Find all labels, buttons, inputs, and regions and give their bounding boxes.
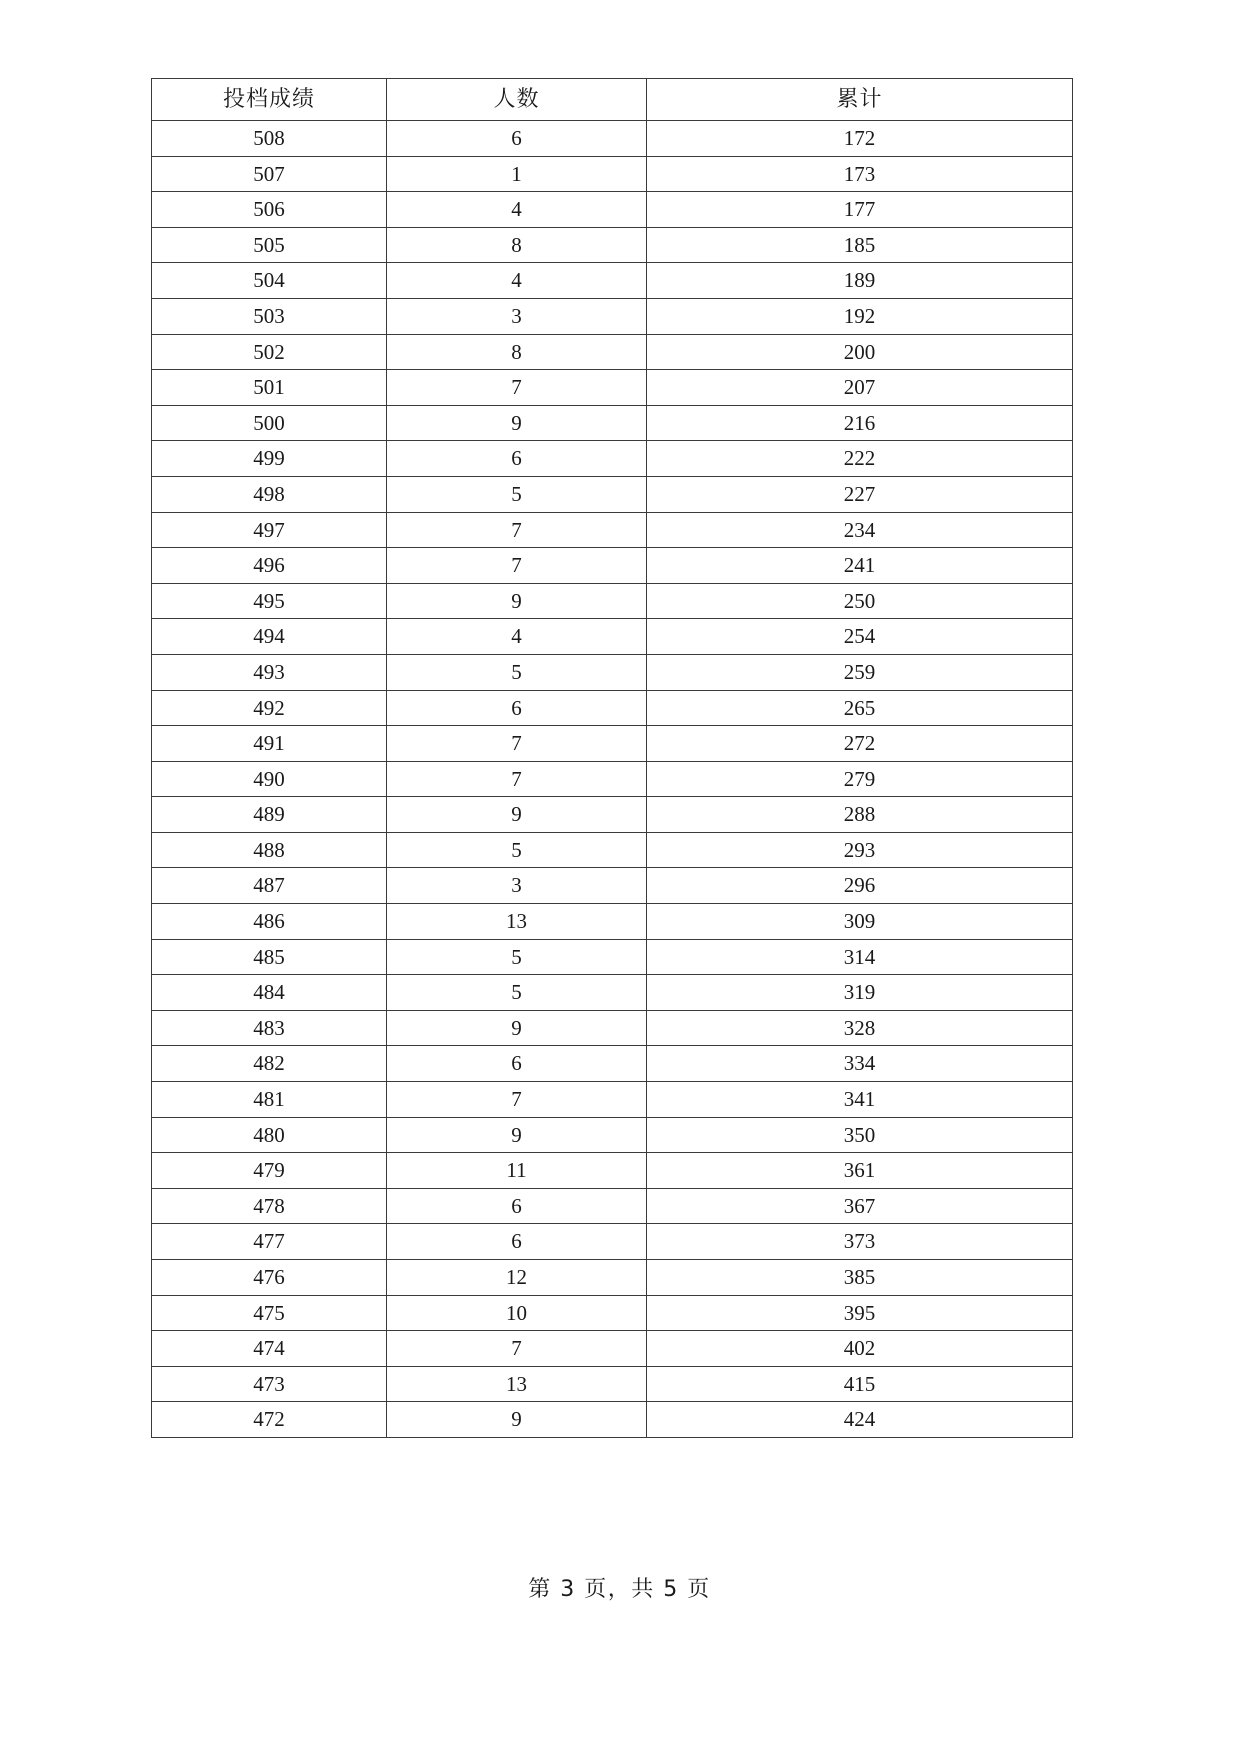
cell-count: 5 bbox=[387, 939, 647, 975]
cell-cumulative: 250 bbox=[647, 583, 1073, 619]
cell-cumulative: 296 bbox=[647, 868, 1073, 904]
cell-cumulative: 319 bbox=[647, 975, 1073, 1011]
cell-count: 6 bbox=[387, 441, 647, 477]
table-row bbox=[152, 583, 1073, 619]
cell-cumulative: 334 bbox=[647, 1046, 1073, 1082]
table-row bbox=[152, 263, 1073, 299]
cell-score: 490 bbox=[152, 761, 387, 797]
table-row bbox=[152, 298, 1073, 334]
cell-score: 482 bbox=[152, 1046, 387, 1082]
cell-cumulative: 279 bbox=[647, 761, 1073, 797]
table-row bbox=[152, 1046, 1073, 1082]
table-row bbox=[152, 1010, 1073, 1046]
table-row bbox=[152, 939, 1073, 975]
cell-cumulative: 293 bbox=[647, 832, 1073, 868]
table-row bbox=[152, 832, 1073, 868]
cell-count: 3 bbox=[387, 298, 647, 334]
cell-count: 4 bbox=[387, 263, 647, 299]
cell-cumulative: 309 bbox=[647, 904, 1073, 940]
cell-count: 9 bbox=[387, 1402, 647, 1438]
cell-score: 476 bbox=[152, 1260, 387, 1296]
cell-count: 5 bbox=[387, 832, 647, 868]
cell-count: 4 bbox=[387, 619, 647, 655]
cell-count: 7 bbox=[387, 1082, 647, 1118]
cell-score: 486 bbox=[152, 904, 387, 940]
table-body bbox=[152, 121, 1073, 1438]
cell-score: 484 bbox=[152, 975, 387, 1011]
cell-score: 475 bbox=[152, 1295, 387, 1331]
cell-cumulative: 216 bbox=[647, 405, 1073, 441]
table-row bbox=[152, 1402, 1073, 1438]
table-row bbox=[152, 1295, 1073, 1331]
cell-cumulative: 341 bbox=[647, 1082, 1073, 1118]
table-row bbox=[152, 156, 1073, 192]
cell-count: 6 bbox=[387, 121, 647, 157]
cell-score: 473 bbox=[152, 1366, 387, 1402]
cell-count: 5 bbox=[387, 476, 647, 512]
table-row bbox=[152, 761, 1073, 797]
cell-count: 9 bbox=[387, 405, 647, 441]
cell-score: 502 bbox=[152, 334, 387, 370]
cell-score: 496 bbox=[152, 548, 387, 584]
cell-count: 3 bbox=[387, 868, 647, 904]
table-row bbox=[152, 1224, 1073, 1260]
cell-cumulative: 173 bbox=[647, 156, 1073, 192]
table-row bbox=[152, 726, 1073, 762]
table-row bbox=[152, 975, 1073, 1011]
cell-cumulative: 373 bbox=[647, 1224, 1073, 1260]
cell-count: 1 bbox=[387, 156, 647, 192]
table-row bbox=[152, 1153, 1073, 1189]
table-row bbox=[152, 1188, 1073, 1224]
cell-count: 13 bbox=[387, 904, 647, 940]
cell-cumulative: 172 bbox=[647, 121, 1073, 157]
header-row bbox=[152, 79, 1073, 121]
cell-score: 504 bbox=[152, 263, 387, 299]
cell-score: 507 bbox=[152, 156, 387, 192]
cell-score: 479 bbox=[152, 1153, 387, 1189]
cell-count: 4 bbox=[387, 192, 647, 228]
cell-score: 488 bbox=[152, 832, 387, 868]
cell-cumulative: 402 bbox=[647, 1331, 1073, 1367]
table-row bbox=[152, 334, 1073, 370]
cell-count: 7 bbox=[387, 512, 647, 548]
cell-cumulative: 395 bbox=[647, 1295, 1073, 1331]
cell-cumulative: 185 bbox=[647, 227, 1073, 263]
cell-cumulative: 200 bbox=[647, 334, 1073, 370]
table-row bbox=[152, 1260, 1073, 1296]
cell-cumulative: 254 bbox=[647, 619, 1073, 655]
table-row bbox=[152, 227, 1073, 263]
cell-count: 7 bbox=[387, 761, 647, 797]
table-row bbox=[152, 904, 1073, 940]
cell-count: 6 bbox=[387, 690, 647, 726]
cell-score: 481 bbox=[152, 1082, 387, 1118]
cell-count: 5 bbox=[387, 975, 647, 1011]
cell-count: 7 bbox=[387, 548, 647, 584]
cell-count: 9 bbox=[387, 1010, 647, 1046]
cell-cumulative: 361 bbox=[647, 1153, 1073, 1189]
table-row bbox=[152, 512, 1073, 548]
cell-count: 13 bbox=[387, 1366, 647, 1402]
cell-cumulative: 227 bbox=[647, 476, 1073, 512]
cell-score: 497 bbox=[152, 512, 387, 548]
cell-score: 500 bbox=[152, 405, 387, 441]
cell-score: 483 bbox=[152, 1010, 387, 1046]
cell-cumulative: 177 bbox=[647, 192, 1073, 228]
table-row bbox=[152, 476, 1073, 512]
cell-count: 6 bbox=[387, 1224, 647, 1260]
table-row bbox=[152, 441, 1073, 477]
cell-count: 10 bbox=[387, 1295, 647, 1331]
cell-score: 493 bbox=[152, 654, 387, 690]
table-header bbox=[152, 79, 1073, 121]
cell-cumulative: 415 bbox=[647, 1366, 1073, 1402]
table-row bbox=[152, 797, 1073, 833]
cell-score: 508 bbox=[152, 121, 387, 157]
table-row bbox=[152, 192, 1073, 228]
cell-score: 472 bbox=[152, 1402, 387, 1438]
cell-cumulative: 259 bbox=[647, 654, 1073, 690]
cell-cumulative: 288 bbox=[647, 797, 1073, 833]
cell-cumulative: 241 bbox=[647, 548, 1073, 584]
cell-score: 485 bbox=[152, 939, 387, 975]
cell-count: 8 bbox=[387, 334, 647, 370]
cell-count: 6 bbox=[387, 1046, 647, 1082]
cell-score: 480 bbox=[152, 1117, 387, 1153]
cell-cumulative: 265 bbox=[647, 690, 1073, 726]
cell-score: 492 bbox=[152, 690, 387, 726]
table-row bbox=[152, 1082, 1073, 1118]
table-row bbox=[152, 1117, 1073, 1153]
table-row bbox=[152, 868, 1073, 904]
cell-cumulative: 424 bbox=[647, 1402, 1073, 1438]
table-row bbox=[152, 121, 1073, 157]
cell-score: 503 bbox=[152, 298, 387, 334]
cell-score: 489 bbox=[152, 797, 387, 833]
table-row bbox=[152, 370, 1073, 406]
cell-cumulative: 328 bbox=[647, 1010, 1073, 1046]
cell-score: 474 bbox=[152, 1331, 387, 1367]
cell-count: 9 bbox=[387, 797, 647, 833]
table-row bbox=[152, 405, 1073, 441]
cell-score: 498 bbox=[152, 476, 387, 512]
cell-score: 495 bbox=[152, 583, 387, 619]
column-header-count: 人数 bbox=[387, 79, 647, 121]
cell-cumulative: 189 bbox=[647, 263, 1073, 299]
column-header-score: 投档成绩 bbox=[152, 79, 387, 121]
cell-count: 8 bbox=[387, 227, 647, 263]
column-header-cumulative: 累计 bbox=[647, 79, 1073, 121]
cell-count: 11 bbox=[387, 1153, 647, 1189]
cell-cumulative: 234 bbox=[647, 512, 1073, 548]
cell-score: 491 bbox=[152, 726, 387, 762]
cell-score: 501 bbox=[152, 370, 387, 406]
cell-count: 9 bbox=[387, 1117, 647, 1153]
cell-count: 6 bbox=[387, 1188, 647, 1224]
score-distribution-table bbox=[151, 78, 1073, 1438]
cell-score: 477 bbox=[152, 1224, 387, 1260]
cell-cumulative: 350 bbox=[647, 1117, 1073, 1153]
cell-cumulative: 207 bbox=[647, 370, 1073, 406]
cell-count: 7 bbox=[387, 726, 647, 762]
cell-score: 494 bbox=[152, 619, 387, 655]
cell-cumulative: 272 bbox=[647, 726, 1073, 762]
cell-cumulative: 314 bbox=[647, 939, 1073, 975]
cell-cumulative: 222 bbox=[647, 441, 1073, 477]
cell-score: 478 bbox=[152, 1188, 387, 1224]
cell-count: 7 bbox=[387, 1331, 647, 1367]
table-row bbox=[152, 654, 1073, 690]
cell-cumulative: 385 bbox=[647, 1260, 1073, 1296]
table-row bbox=[152, 619, 1073, 655]
cell-score: 505 bbox=[152, 227, 387, 263]
cell-count: 9 bbox=[387, 583, 647, 619]
table-row bbox=[152, 1366, 1073, 1402]
cell-cumulative: 192 bbox=[647, 298, 1073, 334]
page-footer: 第 3 页，共 5 页 bbox=[528, 1577, 711, 1602]
cell-count: 7 bbox=[387, 370, 647, 406]
cell-cumulative: 367 bbox=[647, 1188, 1073, 1224]
cell-count: 5 bbox=[387, 654, 647, 690]
cell-score: 499 bbox=[152, 441, 387, 477]
cell-score: 487 bbox=[152, 868, 387, 904]
cell-score: 506 bbox=[152, 192, 387, 228]
table-row bbox=[152, 1331, 1073, 1367]
cell-count: 12 bbox=[387, 1260, 647, 1296]
table-row bbox=[152, 690, 1073, 726]
table-row bbox=[152, 548, 1073, 584]
